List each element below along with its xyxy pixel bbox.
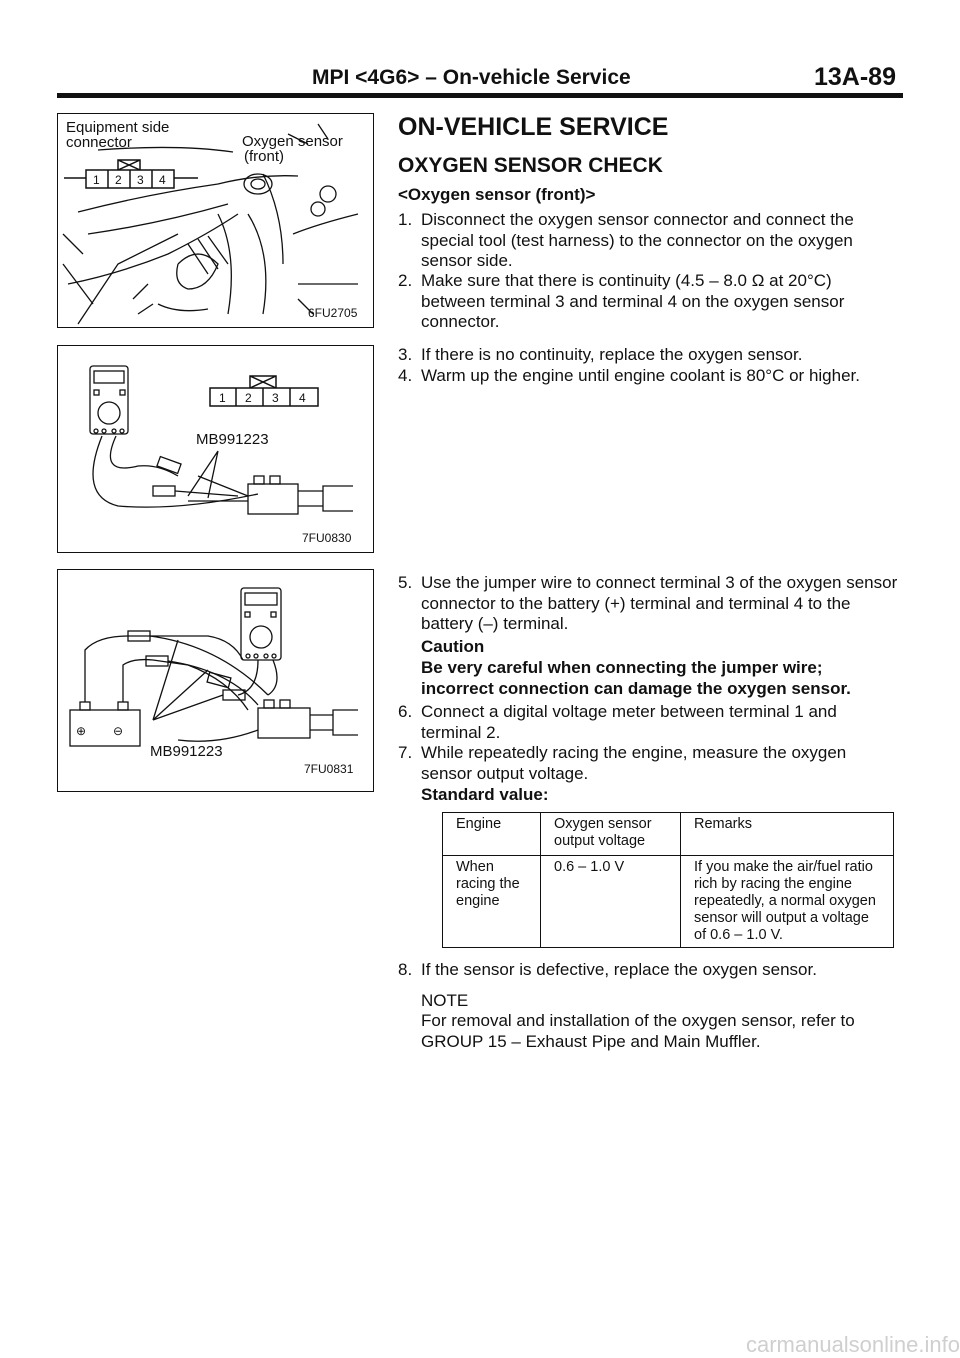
fig1-pin-2: 2	[115, 173, 122, 187]
note-text: For removal and installation of the oxygen sensor, refer to GROUP 15 – Exhaust Pipe and Main Muffler.	[421, 1011, 855, 1051]
step-4-text: Warm up the engine until engine coolant is 80°C or higher.	[421, 366, 860, 385]
header-rule	[57, 93, 903, 98]
step-6	[398, 702, 898, 743]
fig3-multimeter	[241, 588, 281, 660]
fig2-code: 7FU0830	[302, 531, 352, 545]
step-3-text: If there is no continuity, replace the oxygen sensor.	[421, 345, 803, 364]
fig2-pin-2: 2	[245, 391, 252, 405]
section-heading: OXYGEN SENSOR CHECK	[398, 154, 663, 177]
watermark: carmanualsonline.info	[745, 1332, 960, 1357]
step-5-number: 5.	[398, 573, 413, 592]
step-7-text: While repeatedly racing the engine, measure the oxygen sensor output voltage.	[421, 743, 847, 783]
figure-voltage-check	[57, 569, 374, 792]
fig2-pin-1: 1	[219, 391, 226, 405]
note-title: NOTE	[421, 991, 469, 1010]
figure-continuity-check	[57, 345, 374, 553]
standard-value-table	[442, 812, 894, 948]
step-2	[398, 271, 898, 333]
step-2-number: 2.	[398, 271, 413, 290]
table-header-engine: Engine	[443, 813, 541, 856]
subsection-heading: <Oxygen sensor (front)>	[398, 185, 596, 204]
fig1-label-oxygen: Oxygen sensor	[242, 133, 343, 150]
step-5-text: Use the jumper wire to connect terminal 3 of the oxygen sensor connector to the battery (+) terminal and terminal 4 to the battery (–) terminal.	[421, 573, 898, 633]
fig1-label-front: (front)	[244, 148, 285, 165]
fig1-label-equipment: Equipment side	[66, 119, 170, 136]
fig1-pin-1: 1	[93, 173, 100, 187]
fig3-tool-label: MB991223	[150, 743, 223, 760]
step-7-number: 7.	[398, 743, 413, 762]
step-5	[398, 573, 898, 635]
table-header-voltage: Oxygen sensor output voltage	[541, 813, 681, 856]
step-3	[398, 345, 898, 366]
table-cell-remarks: If you make the air/fuel ratio rich by racing the engine repeatedly, a normal oxygen sensor will output a voltage of 0.6 – 1.0 V.	[681, 856, 894, 948]
step-7	[398, 743, 898, 784]
fig1-code: 6FU2705	[308, 306, 358, 320]
step-4	[398, 366, 898, 387]
continuity-check-illustration	[58, 346, 373, 552]
fig3-code: 7FU0831	[304, 762, 354, 776]
table-header-row	[443, 813, 894, 856]
step-1-text: Disconnect the oxygen sensor connector and connect the special tool (test harness) to the connector on the oxygen sensor side.	[421, 210, 854, 270]
step-8	[398, 960, 898, 981]
voltage-check-illustration	[58, 570, 373, 791]
fig1-pin-4: 4	[159, 173, 166, 187]
page-heading: ON-VEHICLE SERVICE	[398, 113, 669, 141]
table-row	[443, 856, 894, 948]
fig2-pin-3: 3	[272, 391, 279, 405]
fig2-tool-label: MB991223	[196, 431, 269, 448]
fig1-label-connector: connector	[66, 134, 132, 151]
table-cell-engine: When racing the engine	[443, 856, 541, 948]
sensor-location-illustration	[58, 114, 373, 327]
fig1-exhaust-drawing	[63, 124, 358, 324]
step-6-number: 6.	[398, 702, 413, 721]
page-number: 13A-89	[814, 63, 896, 91]
fig3-battery-minus: ⊖	[113, 724, 124, 738]
step-8-number: 8.	[398, 960, 413, 979]
caution-text: Be very careful when connecting the jumper wire; incorrect connection can damage the oxygen sensor.	[421, 658, 851, 698]
fig2-pin-4: 4	[299, 391, 306, 405]
caution-title: Caution	[421, 637, 485, 656]
step-3-number: 3.	[398, 345, 413, 364]
fig3-harness	[85, 631, 358, 741]
fig1-connector	[64, 160, 198, 188]
step-2-text: Make sure that there is continuity (4.5 – 8.0 Ω at 20°C) between terminal 3 and terminal 4 on the oxygen sensor connector.	[421, 271, 845, 331]
step-4-number: 4.	[398, 366, 413, 385]
header-title: MPI <4G6> – On-vehicle Service	[312, 66, 631, 89]
table-header-remarks: Remarks	[681, 813, 894, 856]
standard-value-label: Standard value:	[421, 785, 549, 804]
step-1-number: 1.	[398, 210, 413, 229]
fig3-battery-plus: ⊕	[76, 724, 87, 738]
table-cell-voltage: 0.6 – 1.0 V	[541, 856, 681, 948]
figure-sensor-location	[57, 113, 374, 328]
fig1-pin-3: 3	[137, 173, 144, 187]
step-6-text: Connect a digital voltage meter between terminal 1 and terminal 2.	[421, 702, 837, 742]
step-1	[398, 210, 898, 272]
step-8-text: If the sensor is defective, replace the oxygen sensor.	[421, 960, 817, 979]
fig2-multimeter	[90, 366, 128, 434]
